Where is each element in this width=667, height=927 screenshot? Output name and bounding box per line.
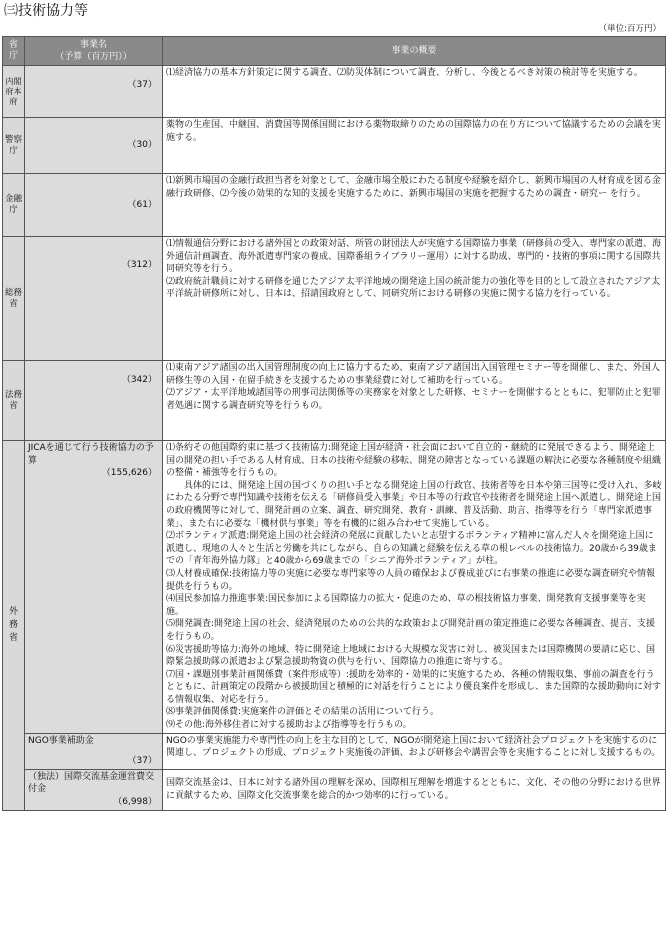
project-cell: [25, 66, 163, 118]
overview-cell: [163, 361, 666, 441]
overview-paragraph: ⑹災害援助等協力:海外の地域、特に開発途上地域における大規模な災害に対し、被災国または国際機関の要請に応じ、国際緊急援助隊の派遣および緊急援助物資の供与を行い、国際協力の推進に寄与する。: [166, 644, 656, 668]
table-row: [3, 361, 666, 441]
project-budget: （37）: [127, 756, 157, 767]
table-row: [3, 733, 666, 769]
table-row: [3, 118, 666, 174]
ministry-cell: 法務省: [3, 361, 25, 441]
ministry-cell: 警察庁: [3, 118, 25, 174]
overview-paragraph: ⑵アジア・太平洋地域諸国等の刑事司法関係等の実務家を対象とした研修、セミナーを開催するとともに、犯罪防止と犯罪者処遇に関する調査研究等を行うもの。: [166, 388, 661, 411]
table-header-row: [3, 37, 666, 66]
project-budget: （61）: [127, 199, 157, 210]
overview-paragraph: ⑸開発調査:開発途上国の社会、経済発展のための公共的な政策および開発計画の策定推進に必要な各種調査、提言、支援を行うもの。: [166, 619, 656, 642]
project-budget: （155,626）: [101, 468, 157, 479]
project-cell: [25, 174, 163, 237]
overview-paragraph: ⑴条約その他国際約束に基づく技術協力:開発途上国が経済・社会面において自立的・継続的に発展できるよう、開発途上国の開発の担い手である人材育成、日本の技術や経験の移転、開発の障害となっている課題の解決に必要な各種制度や組織の整備・補強等を行うもの。: [166, 443, 662, 479]
project-cell: [25, 237, 163, 361]
overview-paragraph: 薬物の生産国、中継国、消費国等関係国間における薬物取締りのための国際協力の在り方について協議するための会議を実施する。: [166, 120, 661, 143]
overview-paragraph: 国際交流基金は、日本に対する諸外国の理解を深め、国際相互理解を増進するとともに、文化、その他の分野における世界に貢献するため、国際文化交流事業を総合的かつ効率的に行っている。: [166, 778, 661, 801]
table-row: [3, 66, 666, 118]
overview-cell: [163, 174, 666, 237]
project-budget: （342）: [121, 375, 157, 385]
overview-cell: [163, 237, 666, 361]
project-budget: （312）: [121, 259, 157, 270]
overview-cell: [163, 769, 666, 810]
project-cell: [25, 769, 163, 810]
overview-cell: [163, 733, 666, 769]
overview-paragraph: ⑴経済協力の基本方針策定に関する調査、⑵防災体制について調査、分析し、今後とるべき対策の検討等を実施する。: [166, 68, 643, 78]
table-row: [3, 441, 666, 734]
page-title: ㈢技術協力等: [4, 3, 88, 19]
overview-cell: [163, 441, 666, 734]
overview-paragraph: ⑷国民参加協力推進事業:国民参加による国際協力の拡大・促進のため、草の根技術協力事業、開発教育支援事業等を実施。: [166, 594, 646, 617]
overview-paragraph: ⑼その他:海外移住者に対する援助および指導等を行うもの。: [166, 720, 412, 731]
overview-paragraph: ⑴東南アジア諸国の出入国管理制度の向上に協力するため、東南アジア諸国出入国管理セミナー等を開催し、また、外国人研修生等の入国・在留手続きを支援するための事業経費に対して補助を行っている。: [166, 363, 660, 386]
project-budget: （30）: [127, 140, 157, 151]
overview-cell: [163, 118, 666, 174]
overview-paragraph: ⑴情報通信分野における諸外国との政策対話、所管の財団法人が実施する国際協力事業（研修員の受入、専門家の派遣、海外通信計画調査、海外派遣専門家の養成、国際番組ライブラリー運用）に対する助成、専門的・技術的事項に関する国際共同研究等を行う。: [166, 239, 662, 275]
overview-paragraph: ⑵政府統計職員に対する研修を通じたアジア太平洋地域の開発途上国の統計能力の強化等を目的として設立されたアジア太平洋統計研修所に対し、日本は、招請国政府として、同研究所における研修の実施に関する協力を行っている。: [166, 276, 661, 300]
overview-paragraph: ⑺国・課題別事業計画関係費（案件形成等）:援助を効率的・効果的に実施するため、各種の情報収集、事前の調査を行うとともに、計画策定の段階から被援助国と積極的に対話を行うことにより優良案件を形成し、また国際的な援助動向に対する情報収集、対応を行う。: [166, 669, 662, 705]
overview-cell: [163, 66, 666, 118]
project-name: NGO事業補助金: [28, 735, 94, 746]
ministry-cell: 外 務 省: [3, 441, 25, 811]
table-row: [3, 769, 666, 810]
ministry-cell: 内閣府本府: [3, 66, 25, 118]
project-name: （独法）国際交流基金運営費交付金: [28, 771, 155, 795]
project-name: JICAを通じて行う技術協力の予算: [28, 443, 154, 466]
technical-cooperation-table: [2, 36, 666, 811]
project-cell: [25, 441, 163, 734]
project-budget: （6,998）: [113, 797, 157, 808]
project-cell: [25, 361, 163, 441]
ministry-cell: 金融庁: [3, 174, 25, 237]
header-overview: 事業の概要: [163, 37, 666, 66]
overview-paragraph: 具体的には、開発途上国の国づくりの担い手となる開発途上国の行政官、技術者等を日本や第三国等に受け入れ、多岐にわたる分野で専門知識や技術を伝える「研修員受入事業」や日本等の行政官や技術者を開発途上国へ派遣し、開発途上国の政府機関等に対して、開発計画の立案、調査、研究開発、教育・訓練、普及活動、助言、指導等を行う「専門家派遣事業」、また右に必要な「機材供与事業」等を有機的に組み合わせて実施している。: [166, 480, 662, 529]
overview-paragraph: ⑻事業評価関係費:実施案件の評価とその結果の活用について行う。: [166, 707, 439, 718]
header-project: 事業名 （予算（百万円））: [25, 37, 163, 66]
overview-paragraph: ⑶人材養成確保:技術協力等の実施に必要な専門家等の人員の確保および養成並びに右事業の推進に必要な調査研究や情報提供を行うもの。: [166, 568, 656, 592]
table-row: [3, 174, 666, 237]
project-cell: [25, 733, 163, 769]
overview-paragraph: NGOの事業実施能力や専門性の向上を主な目的として、NGOが開発途上国において経済社会プロジェクトを実施するのに関連し、プロジェクトの形成、プロジェクト実施後の評価、および研修会や講習会等を実施することに対し支援するもの。: [166, 735, 661, 759]
project-cell: [25, 118, 163, 174]
table-row: [3, 237, 666, 361]
project-budget: （37）: [127, 80, 157, 90]
unit-note: （単位:百万円）: [598, 24, 661, 34]
overview-paragraph: ⑵ボランティア派遣:開発途上国の社会経済の発展に貢献したいと志望するボランティア精神に富んだ人々を開発途上国に派遣し、現地の人々と生活と労働を共にしながら、自らの知識と経験を伝える草の根レベルの技術協力。20歳から39歳までの「青年海外協力隊」と40歳から69歳までの「シニア海外ボランティア」が柱。: [166, 531, 657, 567]
overview-paragraph: ⑴新興市場国の金融行政担当者を対象として、金融市場全般にわたる制度や経験を紹介し、新興市場国の人材育成を図る金融行政研修、⑵今後の効果的な知的支援を実施するために、新興市場国の実施を把握するための調査・研究ー を行う。: [166, 176, 661, 199]
header-ministry: 省庁: [3, 37, 25, 66]
ministry-cell: 総務省: [3, 237, 25, 361]
